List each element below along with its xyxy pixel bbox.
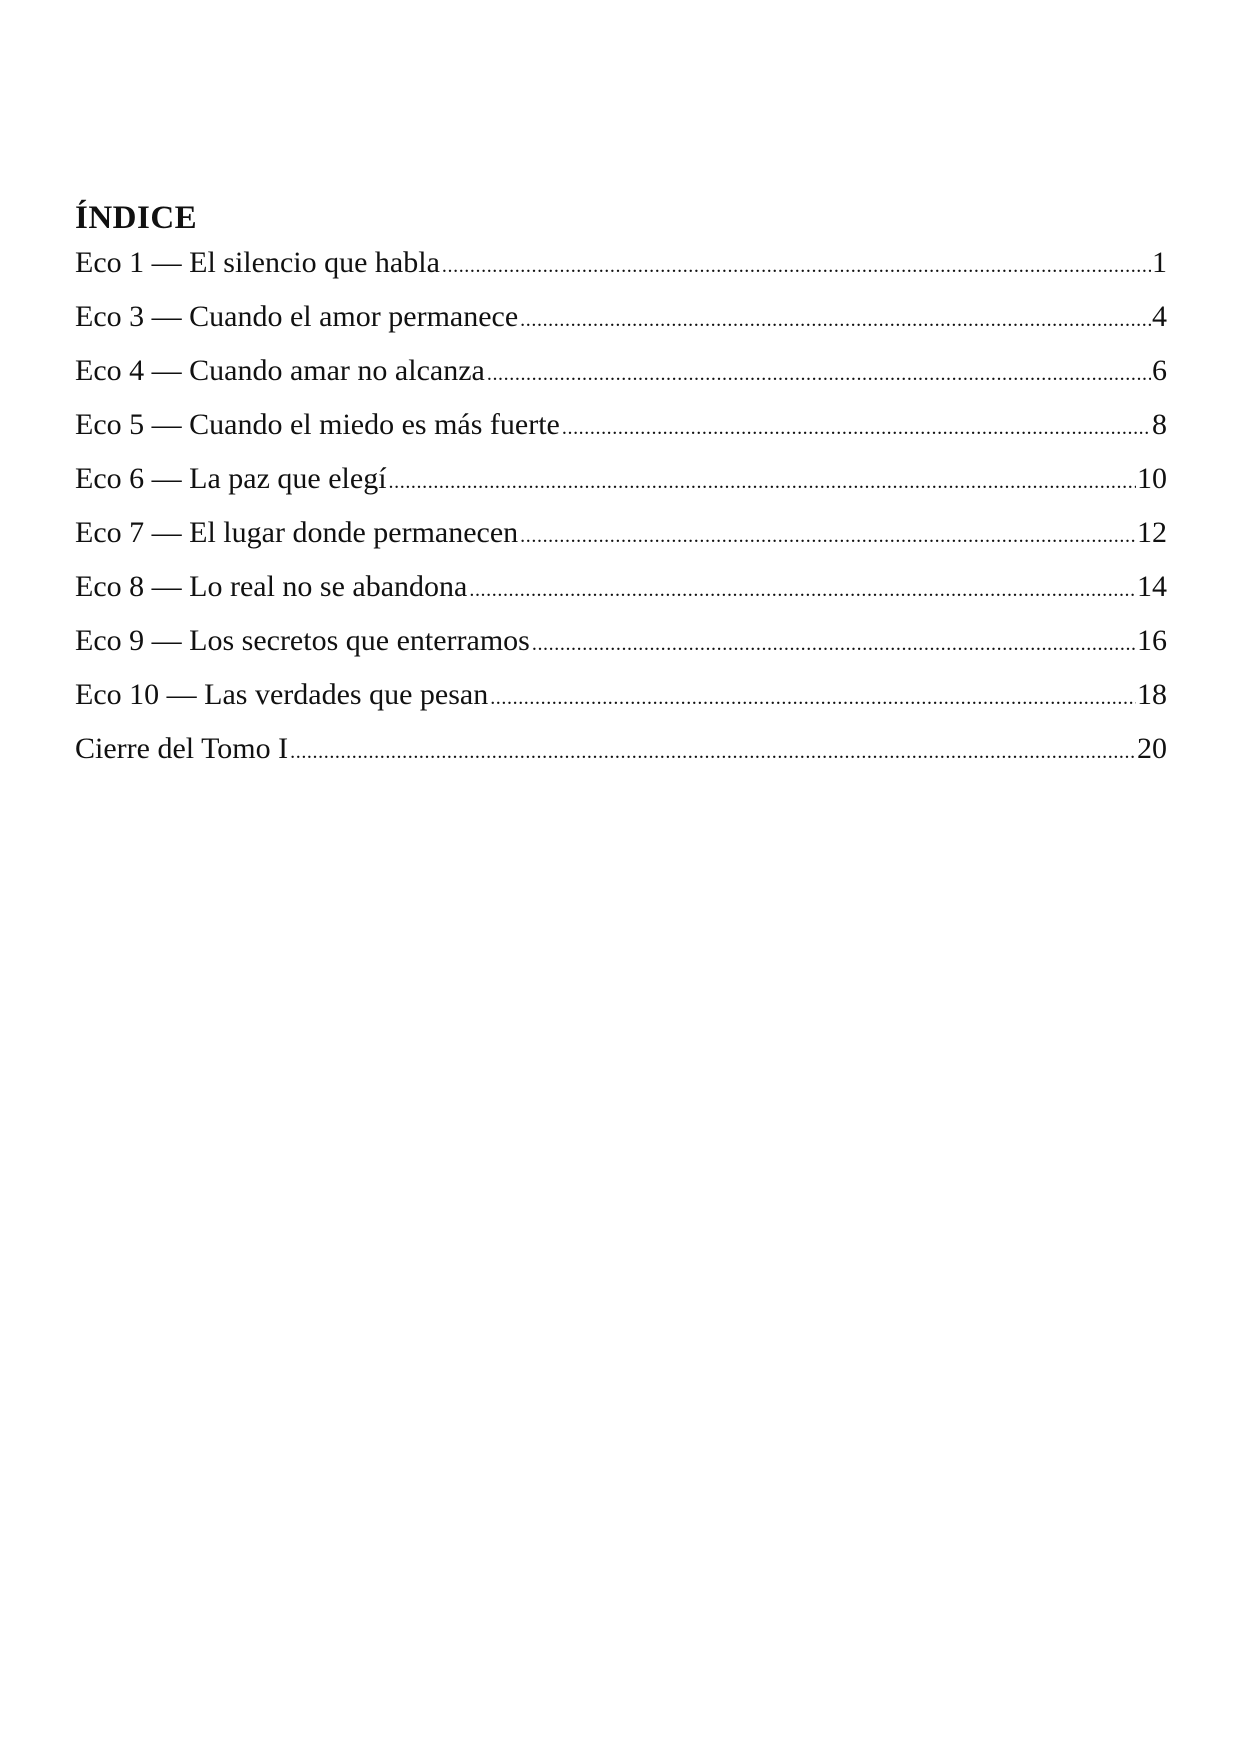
toc-dot-leader [442, 239, 1151, 293]
toc-entry[interactable] [75, 614, 1167, 668]
toc-entry-page: 18 [1137, 678, 1167, 711]
toc-entry[interactable] [75, 290, 1167, 344]
toc-entry-page: 8 [1152, 408, 1167, 441]
toc-entry[interactable] [75, 506, 1167, 560]
toc-entry-label: Eco 4 — Cuando amar no alcanza [75, 354, 485, 387]
toc-entry-page: 6 [1152, 354, 1167, 387]
toc-entry-label: Eco 10 — Las verdades que pesan [75, 678, 489, 711]
toc-entry-label: Eco 7 — El lugar donde permanecen [75, 516, 519, 549]
toc-dot-leader [532, 617, 1136, 671]
document-page [75, 198, 1167, 776]
toc-dot-leader [290, 725, 1136, 779]
toc-entry[interactable] [75, 722, 1167, 776]
toc-entry-page: 1 [1152, 246, 1167, 279]
toc-entry-label: Eco 9 — Los secretos que enterramos [75, 624, 530, 657]
toc-entry-label: Eco 3 — Cuando el amor permanece [75, 300, 519, 333]
toc-dot-leader [520, 293, 1151, 347]
toc-dot-leader [520, 509, 1136, 563]
toc-entry-page: 12 [1137, 516, 1167, 549]
toc-entry[interactable] [75, 236, 1167, 290]
toc-entry-label: Eco 5 — Cuando el miedo es más fuerte [75, 408, 560, 441]
toc-entry-page: 14 [1137, 570, 1167, 603]
toc-entry-page: 4 [1152, 300, 1167, 333]
toc-dot-leader [490, 671, 1136, 725]
toc-entry-page: 16 [1137, 624, 1167, 657]
toc-list [75, 236, 1167, 776]
toc-entry[interactable] [75, 344, 1167, 398]
toc-entry-label: Eco 6 — La paz que elegí [75, 462, 387, 495]
toc-entry[interactable] [75, 452, 1167, 506]
toc-dot-leader [469, 563, 1136, 617]
toc-entry-label: Cierre del Tomo I [75, 732, 289, 765]
toc-entry-label: Eco 8 — Lo real no se abandona [75, 570, 468, 603]
toc-entry[interactable] [75, 398, 1167, 452]
toc-dot-leader [562, 401, 1151, 455]
toc-dot-leader [487, 347, 1151, 401]
toc-entry-label: Eco 1 — El silencio que habla [75, 246, 440, 279]
toc-title: ÍNDICE [75, 200, 198, 236]
toc-entry-page: 20 [1137, 732, 1167, 765]
toc-entry[interactable] [75, 668, 1167, 722]
toc-dot-leader [389, 455, 1136, 509]
toc-entry-page: 10 [1137, 462, 1167, 495]
toc-entry[interactable] [75, 560, 1167, 614]
